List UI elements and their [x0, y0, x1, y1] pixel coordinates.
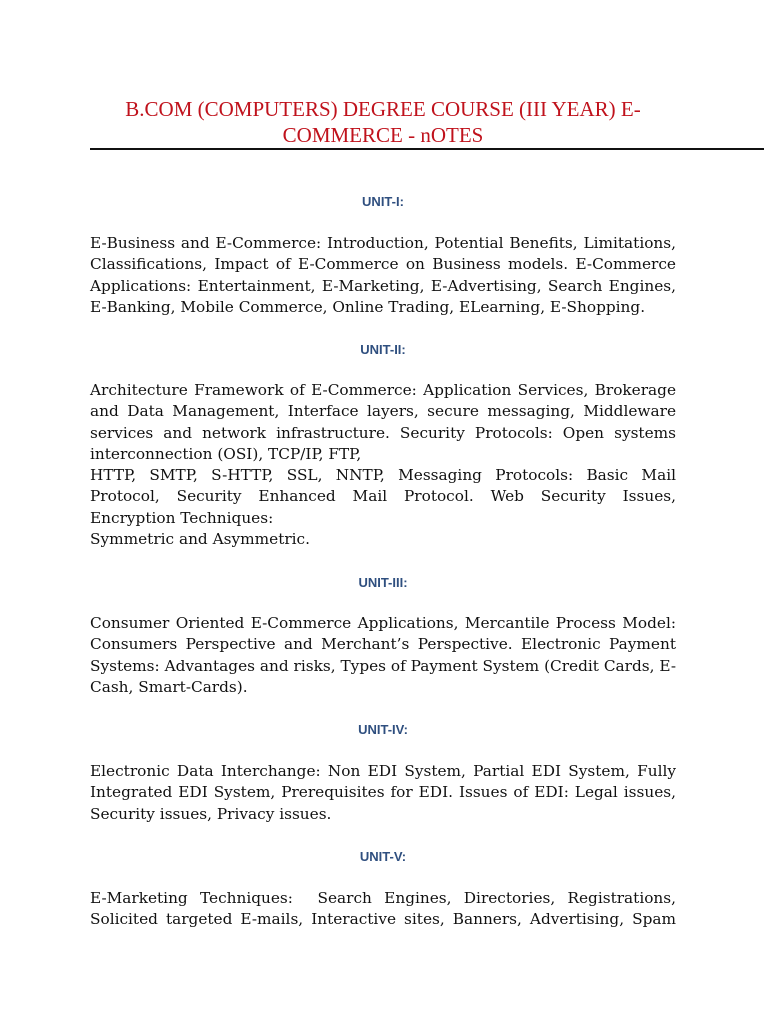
text-line: Classifications, Impact of E-Commerce on Business models. E-Commerce: [90, 255, 676, 274]
text-line: interconnection (OSI), TCP/IP, FTP,: [90, 444, 362, 463]
text-line: Security issues, Privacy issues.: [90, 804, 332, 823]
text-line: Systems: Advantages and risks, Types of Payment System (Credit Cards, E-: [90, 656, 676, 675]
text-line: Solicited targeted E-mails, Interactive sites, Banners, Advertising, Spam: [90, 910, 676, 929]
text-line: E-Marketing Techniques: Search Engines, Directories, Registrations,: [90, 889, 676, 907]
text-line: HTTP, SMTP, S-HTTP, SSL, NNTP, Messaging Protocols: Basic Mail: [90, 466, 676, 485]
text-line: Electronic Data Interchange: Non EDI System, Partial EDI System, Fully: [90, 762, 676, 780]
title-line-2: COMMERCE - nOTES: [282, 123, 484, 147]
unit-heading: UNIT-I:: [362, 194, 404, 209]
unit-heading: UNIT-II:: [360, 342, 406, 357]
text-line: Consumer Oriented E-Commerce Applications, Mercantile Process Model:: [90, 614, 676, 632]
text-line: Integrated EDI System, Prerequisites for EDI. Issues of EDI: Legal issues,: [90, 783, 676, 802]
title-divider: [90, 148, 764, 150]
text-line: Cash, Smart-Cards).: [90, 677, 248, 696]
text-line: E-Banking, Mobile Commerce, Online Trading, ELearning, E-Shopping.: [90, 297, 646, 316]
unit-description: [90, 613, 676, 698]
document-title: [90, 96, 676, 148]
unit-description: [90, 380, 676, 550]
unit-description: [90, 888, 676, 931]
text-line: Encryption Techniques:: [90, 508, 274, 527]
title-line-1: B.COM (COMPUTERS) DEGREE COURSE (III YEAR) E-: [125, 97, 641, 121]
unit-heading: UNIT-III:: [358, 575, 408, 590]
text-line: Symmetric and Asymmetric.: [90, 530, 310, 549]
unit-description: [90, 761, 676, 825]
unit-heading: UNIT-IV:: [358, 722, 408, 737]
text-line: services and network infrastructure. Security Protocols: Open systems: [90, 423, 676, 442]
text-line: Architecture Framework of E-Commerce: Application Services, Brokerage: [90, 381, 676, 399]
text-line: Consumers Perspective and Merchant’s Perspective. Electronic Payment: [90, 635, 676, 654]
text-line: Protocol, Security Enhanced Mail Protocol. Web Security Issues,: [90, 487, 676, 506]
text-line: E-Business and E-Commerce: Introduction, Potential Benefits, Limitations,: [90, 234, 676, 252]
unit-description: [90, 233, 676, 318]
unit-heading: UNIT-V:: [359, 849, 407, 864]
text-line: Applications: Entertainment, E-Marketing, E-Advertising, Search Engines,: [90, 276, 676, 295]
text-line: and Data Management, Interface layers, secure messaging, Middleware: [90, 402, 676, 421]
